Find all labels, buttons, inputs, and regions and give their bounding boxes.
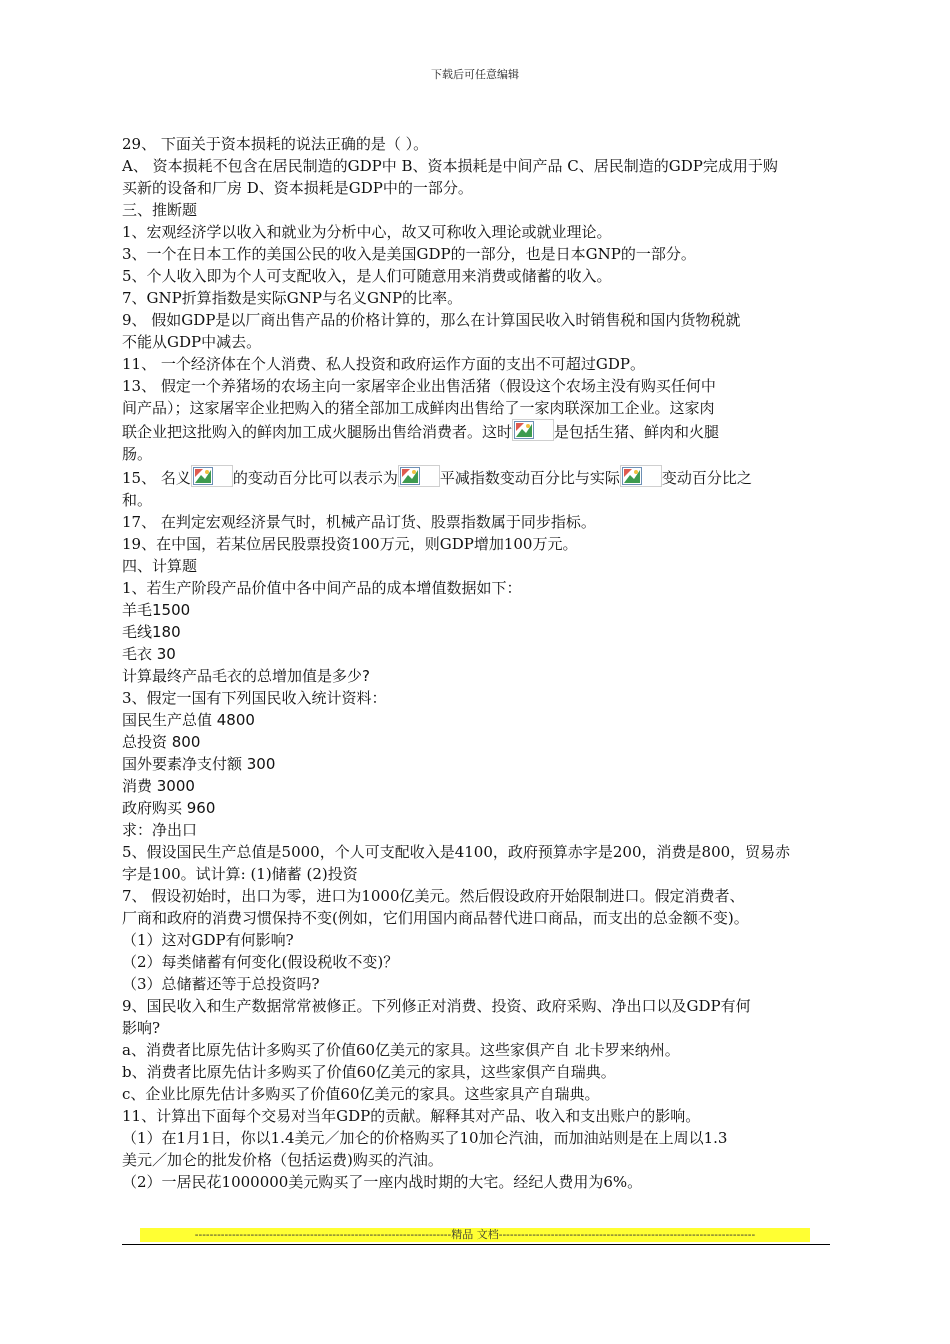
section-heading-judgement: 三、推断题 [122, 201, 198, 219]
broken-image-icon [191, 465, 233, 487]
question-29: 29、 下面关于资本损耗的说法正确的是（ ）。 [122, 135, 429, 153]
calc-11-sub-1-line-1: （1）在1月1日，你以1.4美元／加仑的价格购买了10加仑汽油，而加油站则是在上周以1.3 [122, 1129, 728, 1147]
footer-divider [122, 1244, 830, 1245]
calc-3-investment: 总投资 800 [122, 733, 201, 751]
calc-7-sub-2: （2）每类储蓄有何变化(假设税收不变)？ [122, 953, 399, 971]
judgement-9-line-2: 不能从GDP中减去。 [122, 333, 262, 351]
calc-3-factor-payments: 国外要素净支付额 300 [122, 755, 276, 773]
judgement-13-line-3 [122, 419, 832, 443]
broken-image-icon [512, 419, 554, 441]
calc-3-gnp: 国民生产总值 4800 [122, 711, 255, 729]
calc-7-sub-3: （3）总储蓄还等于总投资吗? [122, 975, 320, 993]
judgement-9-line-1: 9、 假如GDP是以厂商出售产品的价格计算的，那么在计算国民收入时销售税和国内货物税就 [122, 311, 741, 329]
calc-1-sweater: 毛衣 30 [122, 645, 176, 663]
calc-5-line-1: 5、假设国民生产总值是5000，个人可支配收入是4100，政府预算赤字是200，消费是800，贸易赤 [122, 843, 791, 861]
calc-1-yarn: 毛线180 [122, 623, 181, 641]
calc-7-line-2: 厂商和政府的消费习惯保持不变(例如，它们用国内商品替代进口商品，而支出的总金额不变)。 [122, 909, 749, 927]
calc-11-sub-2: （2）一居民花1000000美元购买了一座内战时期的大宅。经纪人费用为6%。 [122, 1173, 643, 1191]
broken-image-icon [620, 465, 662, 487]
judgement-13-line-2: 间产品）；这家屠宰企业把购入的猪全部加工成鲜肉出售给了一家肉联深加工企业。这家肉 [122, 399, 715, 417]
calc-5-line-2: 字是100。试计算: (1)储蓄 (2)投资 [122, 865, 358, 883]
judgement-11: 11、 一个经济体在个人消费、私人投资和政府运作方面的支出不可超过GDP。 [122, 355, 645, 373]
calc-11-sub-1-line-2: 美元／加仑的批发价格（包括运费)购买的汽油。 [122, 1151, 443, 1169]
section-heading-calculation: 四、计算题 [122, 557, 198, 575]
calc-1-question: 计算最终产品毛衣的总增加值是多少? [122, 667, 370, 685]
calc-1-wool: 羊毛1500 [122, 601, 191, 619]
calc-9-line-2: 影响? [122, 1019, 161, 1037]
judgement-17: 17、 在判定宏观经济景气时，机械产品订货、股票指数属于同步指标。 [122, 513, 596, 531]
question-29-options-1: A、 资本损耗不包含在居民制造的GDP中 B、资本损耗是中间产品 C、居民制造的GDP完成用于购 [122, 157, 778, 175]
calc-3-government: 政府购买 960 [122, 799, 216, 817]
calc-9-line-1: 9、国民收入和生产数据常常被修正。下列修正对消费、投资、政府采购、净出口以及GDP有何 [122, 997, 751, 1015]
judgement-15-text-b: 的变动百分比可以表示为 [232, 469, 398, 487]
broken-image-icon [398, 465, 440, 487]
judgement-13-text-b: 是包括生猪、鲜肉和火腿 [554, 423, 720, 441]
calc-7-sub-1: （1）这对GDP有何影响? [122, 931, 294, 949]
calc-3-question: 求：净出口 [122, 821, 198, 839]
judgement-13-text-a: 联企业把这批购入的鲜肉加工成火腿肠出售给消费者。这时 [122, 423, 513, 441]
judgement-5: 5、个人收入即为个人可支配收入，是人们可随意用来消费或储蓄的收入。 [122, 267, 612, 285]
judgement-15-text-c: 平减指数变动百分比与实际 [439, 469, 620, 487]
calc-1-intro: 1、若生产阶段产品价值中各中间产品的成本增值数据如下： [122, 579, 522, 597]
judgement-15-text-d: 变动百分比之 [661, 469, 752, 487]
judgement-7: 7、GNP折算指数是实际GNP与名义GNP的比率。 [122, 289, 463, 307]
calc-9-c: c、企业比原先估计多购买了价值60亿美元的家具。这些家具产自瑞典。 [122, 1085, 600, 1103]
page-header: 下载后可任意编辑 [431, 68, 519, 81]
judgement-3: 3、一个在日本工作的美国公民的收入是美国GDP的一部分，也是日本GNP的一部分。 [122, 245, 696, 263]
judgement-15-text-a: 15、 名义 [122, 469, 191, 487]
calc-9-a: a、消费者比原先估计多购买了价值60亿美元的家具。这些家俱产自 北卡罗来纳州。 [122, 1041, 680, 1059]
judgement-1: 1、宏观经济学以收入和就业为分析中心，故又可称收入理论或就业理论。 [122, 223, 612, 241]
judgement-15-line-1 [122, 465, 832, 489]
document-body [122, 133, 832, 1193]
calc-3-intro: 3、假定一国有下列国民收入统计资料： [122, 689, 387, 707]
judgement-19: 19、在中国，若某位居民股票投资100万元，则GDP增加100万元。 [122, 535, 578, 553]
footer-banner: ---------------------------------------------------------------------精品 文档--------------------------------------------------------------------- [140, 1228, 810, 1242]
calc-9-b: b、消费者比原先估计多购买了价值60亿美元的家具，这些家俱产自瑞典。 [122, 1063, 616, 1081]
judgement-15-line-2: 和。 [122, 491, 153, 509]
calc-3-consumption: 消费 3000 [122, 777, 195, 795]
calc-7-line-1: 7、 假设初始时，出口为零，进口为1000亿美元。然后假设政府开始限制进口。假定消费者、 [122, 887, 745, 905]
question-29-options-2: 买新的设备和厂房 D、资本损耗是GDP中的一部分。 [122, 179, 473, 197]
judgement-13-line-4: 肠。 [122, 445, 153, 463]
calc-11-intro: 11、计算出下面每个交易对当年GDP的贡献。解释其对产品、收入和支出账户的影响。 [122, 1107, 701, 1125]
judgement-13-line-1: 13、 假定一个养猪场的农场主向一家屠宰企业出售活猪（假设这个农场主没有购买任何中 [122, 377, 716, 395]
